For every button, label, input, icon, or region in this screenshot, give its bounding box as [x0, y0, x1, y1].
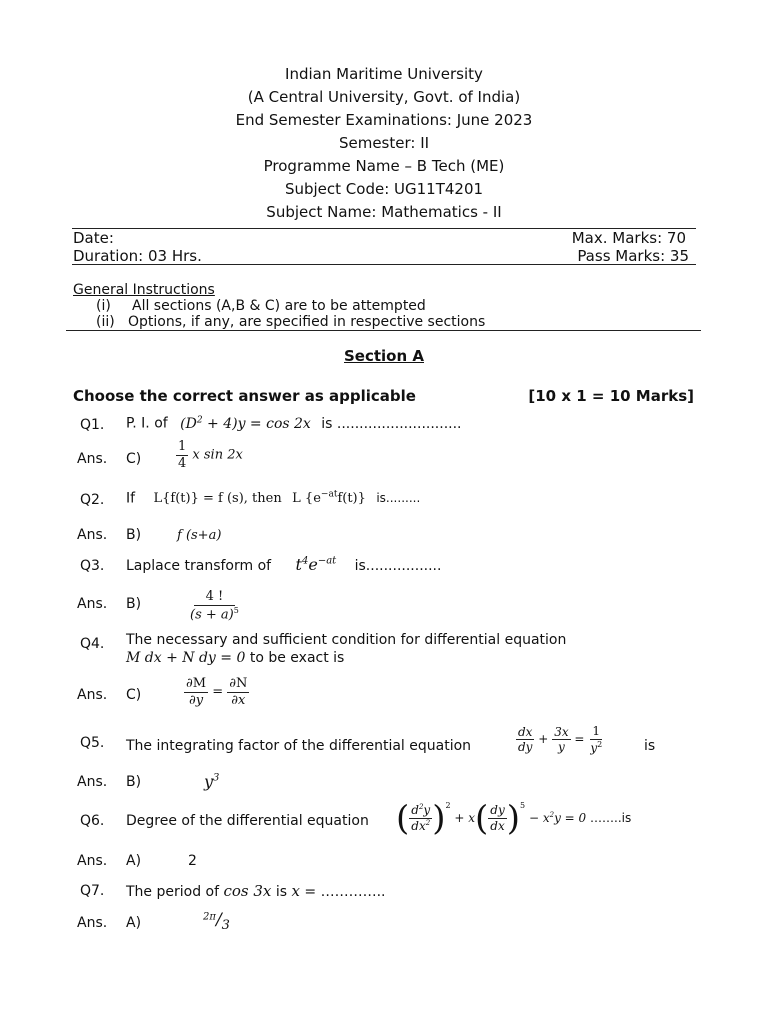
answer-label: Ans.: [77, 774, 108, 790]
question-number: Q2.: [80, 492, 105, 508]
date-field: Date:: [73, 229, 114, 247]
answer-option: C): [126, 451, 142, 467]
divider: [72, 264, 696, 265]
question-number: Q3.: [80, 558, 105, 574]
answer-label: Ans.: [77, 451, 108, 467]
answer-label: Ans.: [77, 527, 108, 543]
answer-option: B): [126, 527, 142, 543]
answer-label: Ans.: [77, 915, 108, 931]
answer-expression: $\frac{4 !}{(s + a)^5}$: [190, 589, 239, 622]
question-text: is: [644, 738, 656, 754]
question-expression: ( $\frac{d^2y}{dx^2}$ )$^2$ + x( $\frac{dy}{dx}$ )$^5 - x^2y = 0$ ……..is: [396, 798, 632, 839]
instruction-text: Options, if any, are specified in respective sections: [128, 314, 486, 330]
instruction-text: All sections (A,B & C) are to be attempted: [132, 298, 426, 314]
instruction-number: (i): [96, 298, 111, 314]
answer-expression: f (s+a): [177, 528, 222, 543]
instruction-number: (ii): [96, 314, 115, 330]
answer-label: Ans.: [77, 853, 108, 869]
duration-field: Duration: 03 Hrs.: [73, 247, 202, 265]
answer-expression: $\frac{\partial M}{\partial y}$ = $\frac{\partial N}{\partial x}$: [186, 676, 248, 708]
question-text: The period of cos 3x is x = …………..: [126, 882, 386, 900]
answer-label: Ans.: [77, 687, 108, 703]
answer-option: A): [126, 915, 142, 931]
pass-marks: Pass Marks: 35: [577, 247, 689, 265]
question-number: Q6.: [80, 813, 105, 829]
question-number: Q5.: [80, 735, 105, 751]
answer-expression: $\frac{1}{4}$ x sin 2x: [178, 439, 243, 471]
subject-code: Subject Code: UG11T4201: [284, 180, 484, 198]
question-text: If L{f(t)} = f (s), then L $\{e^{-at}f(t)\}$ is.........: [126, 490, 421, 507]
section-title: Section A: [344, 347, 424, 365]
question-text: P. I. of $(D^2 + 4)y = \cos 2x$ is ............................: [126, 415, 462, 432]
question-text: M dx + N dy = 0 to be exact is: [126, 650, 345, 666]
instructions-title: General Instructions: [73, 282, 215, 298]
max-marks: Max. Marks: 70: [571, 229, 686, 247]
answer-label: Ans.: [77, 596, 108, 612]
question-number: Q7.: [80, 883, 105, 899]
answer-expression: $y^3$: [204, 772, 220, 791]
subject-name: Subject Name: Mathematics - II: [266, 203, 502, 221]
divider: [66, 330, 701, 331]
question-number: Q4.: [80, 636, 105, 652]
answer-expression: $^{2\pi}/_3$: [203, 910, 230, 933]
section-prompt: Choose the correct answer as applicable: [73, 387, 416, 405]
answer-option: A): [126, 853, 142, 869]
question-text: Laplace transform of $t^4e^{-at}$ is.................: [126, 555, 442, 574]
answer-expression: 2: [188, 853, 197, 869]
question-text: The integrating factor of the differential equation: [126, 738, 472, 754]
question-text: The necessary and sufficient condition for differential equation: [126, 632, 567, 648]
programme-name: Programme Name – B Tech (ME): [263, 157, 505, 175]
exam-title: End Semester Examinations: June 2023: [235, 111, 533, 129]
question-number: Q1.: [80, 417, 105, 433]
semester: Semester: II: [338, 134, 430, 152]
section-marks: [10 x 1 = 10 Marks]: [528, 387, 694, 405]
affiliation: (A Central University, Govt. of India): [247, 88, 521, 106]
answer-option: B): [126, 596, 142, 612]
university-name: Indian Maritime University: [285, 65, 483, 83]
question-expression: $\frac{dx}{dy}$ + $\frac{3x}{y}$ = $\frac{1}{y^2}$: [518, 724, 603, 755]
answer-option: B): [126, 774, 142, 790]
question-text: Degree of the differential equation: [126, 813, 369, 829]
answer-option: C): [126, 687, 142, 703]
